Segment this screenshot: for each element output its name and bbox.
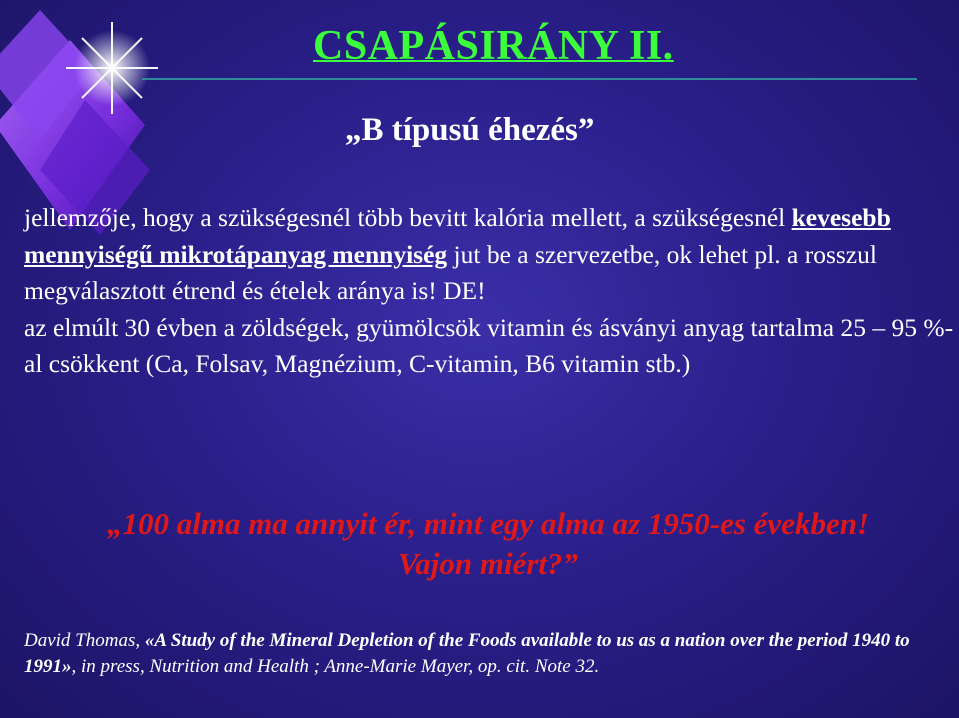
paragraph-1-text-b: jut be a szervezetbe, ok lehet pl. a rosszul megválasztott étrend és ételek aránya is! DE!: [24, 239, 877, 305]
paragraph-1-text-a: jellemzője, hogy a szükségesnél több bevitt kalória mellett, a szükségesnél: [24, 203, 792, 232]
paragraph-1: [24, 200, 954, 310]
quote-line-2: Vajon miért?”: [397, 546, 578, 581]
citation: [24, 628, 954, 680]
slide-body: [24, 200, 954, 383]
quote: [28, 504, 948, 584]
highlighted-phrase: kevesebb mennyiségű mikrotápanyag mennyiség: [24, 203, 891, 269]
slide-title: CSAPÁSIRÁNY II.: [313, 23, 674, 69]
citation-work: «A Study of the Mineral Depletion of the Foods available to us as a nation over the period 1940 to 1991»: [24, 630, 910, 677]
slide-subtitle: „B típusú éhezés”: [345, 112, 595, 148]
citation-author: David Thomas,: [24, 630, 145, 651]
paragraph-2: az elmúlt 30 évben a zöldségek, gyümölcsök vitamin és ásványi anyag tartalma 25 – 95 %-al csökkent (Ca, Folsav, Magnézium, C-vitamin, B6 vitamin stb.): [24, 312, 954, 378]
citation-rest: , in press, Nutrition and Health ; Anne-Marie Mayer, op. cit. Note 32.: [71, 656, 600, 677]
title-divider: [142, 78, 917, 80]
quote-line-1: „100 alma ma annyit ér, mint egy alma az 1950-es években!: [106, 506, 870, 541]
